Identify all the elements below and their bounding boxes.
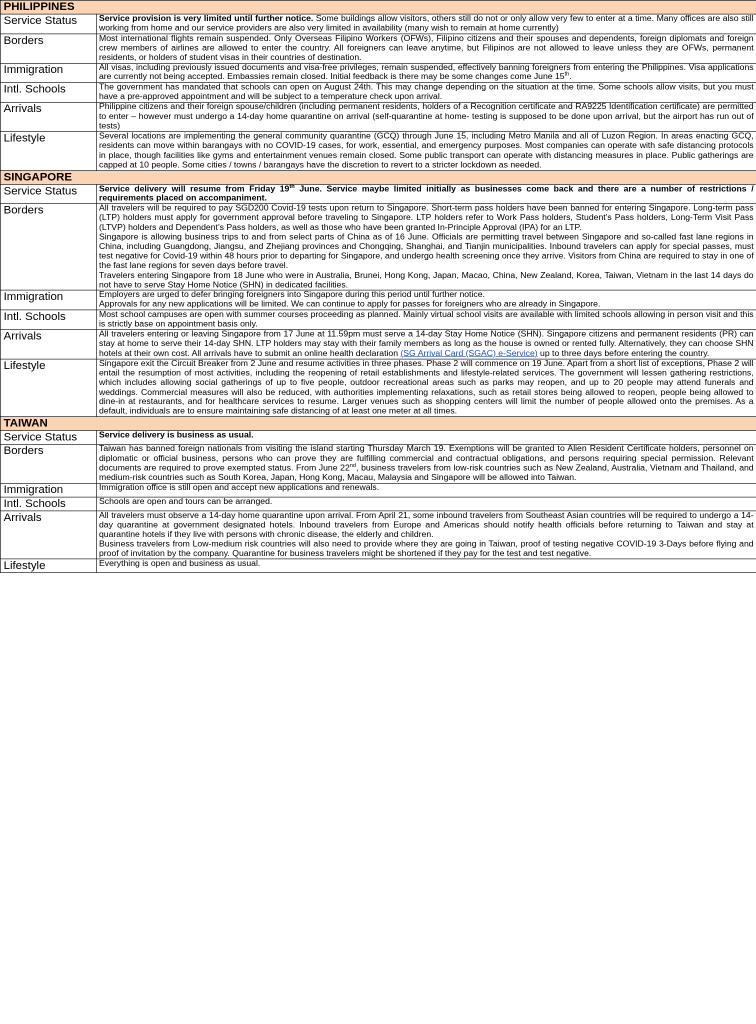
row-lifestyle (0, 559, 756, 573)
row-content: Most school campuses are open with summer courses proceeding as planned. Mainly virtual school visits are available with limited schools allowing in person visit and this is strictly base on appointment basis only. (96, 310, 756, 330)
row-borders (0, 204, 756, 290)
row-arrivals (0, 330, 756, 359)
country-name: PHILIPPINES (0, 0, 756, 14)
row-service-status (0, 184, 756, 204)
paragraph: All travelers will be required to pay SGD200 Covid-19 tests upon return to Singapore. Short-term pass holders have been banned for entering Singapore. Long-term pass (LTP) holders must apply for government approval before traveling to Singapore. LTP holders refer to Work Pass holders, Student’s Pass holders, Long-Term Visit Pass (LTVP) holders and Dependent’s Pass holders, as well as those who have been granted In-Principle Approval (IPA) for an LTP. (99, 203, 754, 233)
row-content (96, 330, 756, 359)
paragraph: Business travelers from Low-medium risk countries will also need to provide where they are going in Taiwan, proof of testing negative COVID-19 3-Days before flying and proof of invitation by the company. Quarantine for business travelers might be shortened if they pay for the test and test negative. (99, 539, 754, 559)
row-content: Singapore exit the Circuit Breaker from 2 June and resume activities in three phases. Phase 2 will commence on 19 June. Apart from a short list of exceptions, Phase 2 will entail the resumption of most activities, including the reopening of retail establishments and lifestyle-related services. The government will lessen gathering restrictions, which includes allowing social gatherings of up to five people, outdoor recreational areas such as parks may reopen, and up to 20 people may attend funerals and weddings. Commercial measures will also be reduced, with authorities implementing relaxations, such as retail stores being allowed to reopen, people being allowed to dine-in at restaurants, and for healthcare services to resume. Larger venues such as shopping centers will limit the number of people allowed onto the premises. As a default, individuals are to ensure maintaining safe distancing of at least one meter at all times. (96, 359, 756, 417)
row-immigration (0, 63, 756, 83)
row-label: Intl. Schools (0, 497, 96, 511)
row-label: Borders (0, 204, 96, 290)
service-status-bold: Service provision is very limited until further notice. (99, 13, 314, 24)
country-header-singapore (0, 170, 756, 184)
sgac-eservice-link[interactable]: (SG Arrival Card (SGAC) e-Service) (400, 348, 538, 359)
row-label: Lifestyle (0, 559, 96, 573)
row-content: Service delivery is business as usual. (96, 431, 756, 445)
service-status-text: Some buildings allow visitors, others still do not or only allow very few to enter at a time. Many offices are also still working from home and our service providers are also very limited in availability (many wish to remain at home currently) (99, 13, 754, 33)
row-content: Most international flights remain suspended. Only Overseas Filipino Workers (OFWs), Filipino citizens and their spouses and dependents, foreign diplomats and foreign crew members of airlines are allowed to enter the country. All foreigners can leave anytime, but Filipinos are not allowed to leave unless they are OFWs, permanent residents, or holders of student visas in their countries of destination. (96, 34, 756, 63)
ordinal-suffix: th (564, 71, 570, 78)
row-label: Service Status (0, 431, 96, 445)
row-arrivals (0, 102, 756, 131)
row-content: Several locations are implementing the general community quarantine (GCQ) through June 15, including Metro Manila and all of Luzon Region. In areas enacting GCQ, residents can move within barangays with no COVID-19 cases, for work, essential, and emergency purposes. Most companies can operate with safe distancing protocols in place, though facilities like gyms and entertainment venues remain closed. Some public transport can operate with distancing measures in place. Public gatherings are capped at 10 people. Some cities / towns / barangays have the discretion to revert to a stricter lockdown as needed. (96, 132, 756, 171)
row-arrivals (0, 511, 756, 559)
country-header-philippines (0, 0, 756, 14)
row-borders (0, 444, 756, 483)
borders-text-cont: , business travelers from low-risk countries such as New Zealand, Australia, Vietnam and Thailand, and medium-risk countries such as South Korea, Japan, Hong Kong, Macau, Malaysia and Singapore will be allowed into Taiwan. (99, 463, 754, 483)
row-content: The government has mandated that schools can open on August 24th. This may change depending on the situation at the time. Some schools allow visits, but you must have a pre-approved appointment and will be subject to a temperature check upon arrival. (96, 83, 756, 103)
row-label: Borders (0, 34, 96, 63)
row-content (96, 290, 756, 310)
row-content (96, 204, 756, 290)
row-content: Schools are open and tours can be arranged. (96, 497, 756, 511)
row-content (96, 444, 756, 483)
period: . (569, 72, 572, 82)
row-content (96, 63, 756, 83)
row-content: Everything is open and business as usual. (96, 559, 756, 573)
arrivals-text: All travelers entering or leaving Singapore from 17 June at 11.59pm must serve a 14-day Stay Home Notice (SHN). Singapore citizens and permanent residents (PR) can stay at home to serve their 14-day SHN. LTP holders may stay with their family members as long as the house is owned or rented fully. Alternatively, they can choose SHN hotels at their own cost. All arrivals have to submit an online health declaration (99, 329, 754, 359)
row-label: Service Status (0, 184, 96, 204)
row-service-status (0, 14, 756, 34)
row-content (96, 14, 756, 34)
borders-text: Taiwan has banned foreign nationals from visiting the island starting Thursday March 19. Exemptions will be granted to Alien Resident Certificate holders, personnel on diplomatic or official business, persons who can prove they are fulfilling commercial and contractual obligations, and persons requiring special permission. Relevant documents are required to prove exempted status. From June 22 (99, 444, 754, 473)
paragraph: Singapore is allowing business trips to and from select parts of China as of 16 June. Officials are permitting travel between Singapore and so-called fast lane regions in China, including Guangdong, Jiangsu, and Zhejiang provinces and Chongqing, Shanghai, and Tianjin municipalities. Inbound travelers can apply for special passes, must test negative for Covid-19 within 48 hours prior to departing for Singapore, and undergo health screening once they arrive. Visitors from China are required to stay in one of the fast lane regions for seven days before travel. (99, 232, 754, 271)
row-content (96, 184, 756, 204)
row-lifestyle (0, 359, 756, 417)
row-borders (0, 34, 756, 63)
row-service-status (0, 431, 756, 445)
row-intl-schools (0, 83, 756, 103)
country-header-taiwan (0, 417, 756, 431)
row-immigration (0, 483, 756, 497)
row-immigration (0, 290, 756, 310)
row-label: Immigration (0, 63, 96, 83)
ordinal-suffix: th (289, 182, 295, 190)
country-name: TAIWAN (0, 417, 756, 431)
row-content: Immigration office is still open and accept new applications and renewals. (96, 483, 756, 497)
row-label: Lifestyle (0, 359, 96, 417)
ordinal-suffix: nd (349, 462, 357, 469)
immigration-text: All visas, including previously issued documents and visa-free privileges, remain suspended, effectively banning foreigners from entering the Philippines. Visa applications are currently not being accepted. Embassies remain closed. Initial feedback is there may be some changes come June 15 (99, 62, 754, 82)
row-label: Immigration (0, 290, 96, 310)
row-label: Lifestyle (0, 132, 96, 171)
paragraph: Travelers entering Singapore from 18 June who were in Australia, Brunei, Hong Kong, Japan, Macao, China, New Zealand, Korea, Taiwan, Vietnam in the last 14 days do not have to serve Stay Home Notice (SHN) in dedicated facilities. (99, 270, 754, 290)
paragraph: All travelers must observe a 14-day home quarantine upon arrival. From April 21, some inbound travelers from Southeast Asian countries will be required to undergo a 14-day quarantine at government designated hotels. Inbound travelers from Europe and Americas should notify health officials before returning to Taiwan and stay at quarantine hotels if they live with persons with chronic disease, the elderly and children. (99, 510, 754, 540)
row-lifestyle (0, 132, 756, 171)
row-label: Intl. Schools (0, 83, 96, 103)
row-label: Immigration (0, 483, 96, 497)
row-label: Arrivals (0, 330, 96, 359)
service-status-text-cont: June. Service maybe limited initially as businesses come back and there are a number of restrictions / requirements placed on accompaniment. (99, 183, 754, 204)
row-intl-schools (0, 497, 756, 511)
row-content (96, 511, 756, 559)
row-intl-schools (0, 310, 756, 330)
paragraph: Employers are urged to defer bringing foreigners into Singapore during this period until further notice. (99, 290, 485, 300)
country-name: SINGAPORE (0, 170, 756, 184)
row-label: Arrivals (0, 511, 96, 559)
row-label: Arrivals (0, 102, 96, 131)
arrivals-text-cont: up to three days before entering the country. (537, 348, 710, 359)
row-label: Service Status (0, 14, 96, 34)
row-label: Borders (0, 444, 96, 483)
service-status-text: Service delivery will resume from Friday 19 (99, 183, 290, 194)
row-label: Intl. Schools (0, 310, 96, 330)
row-content: Philippine citizens and their foreign spouse/children (including permanent residents, holders of a Recognition certificate and RA9225 Identification certificate) are permitted to enter – however must undergo a 14-day home quarantine on arrival (self-quarantine at home- testing is supposed to be done upon arrival, but the airport has run out of tests) (96, 102, 756, 131)
paragraph: Approvals for any new applications will be limited. We can continue to apply for passes for foreigners who are already in Singapore. (99, 299, 601, 310)
